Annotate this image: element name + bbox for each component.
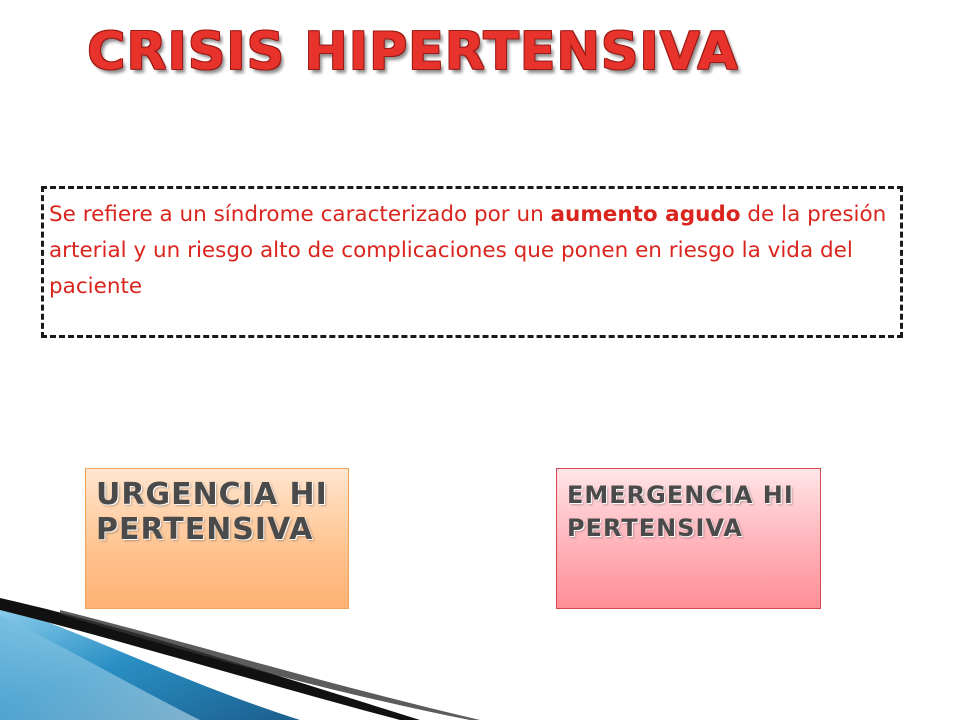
definition-text bbox=[49, 197, 894, 305]
definition-text-start: Se refiere a un síndrome caracterizado por un bbox=[49, 202, 551, 227]
definition-box bbox=[41, 186, 903, 338]
emergency-box bbox=[556, 468, 821, 609]
definition-text-end: de la presión arterial y un riesgo alto de complicaciones que ponen en riesgo la vida del paciente bbox=[49, 202, 887, 299]
urgency-box bbox=[85, 468, 349, 609]
slide-title: CRISIS HIPERTENSIVA bbox=[87, 22, 739, 82]
emergency-label: EMERGENCIA HIPERTENSIVA bbox=[567, 481, 794, 542]
definition-emphasis: aumento agudo bbox=[550, 202, 741, 227]
urgency-label: URGENCIA HIPERTENSIVA bbox=[96, 477, 328, 547]
